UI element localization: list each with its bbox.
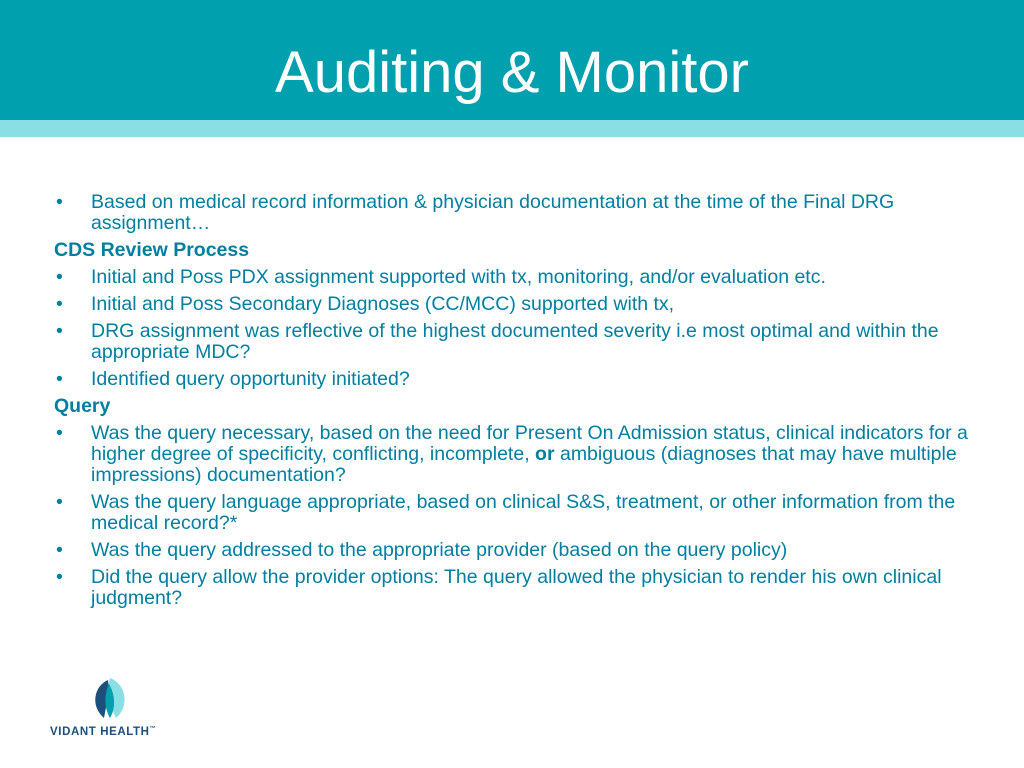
bullet: •: [56, 320, 63, 342]
list-item-text: Initial and Poss Secondary Diagnoses (CC/MCC) supported with tx,: [91, 293, 675, 315]
vidant-leaf-logo-icon: [86, 676, 134, 720]
bullet: •: [56, 191, 63, 213]
bullet: •: [56, 293, 63, 315]
list-item: [54, 423, 984, 486]
trademark-symbol: ™: [149, 726, 157, 733]
list-item: [54, 567, 984, 609]
list-item: [54, 540, 984, 561]
emphasis-or: or: [535, 443, 555, 465]
slide-body: [54, 192, 984, 615]
list-item: [54, 267, 984, 288]
section-heading-query: Query: [54, 395, 111, 417]
bullet: •: [56, 566, 63, 588]
list-item-text: Identified query opportunity initiated?: [91, 368, 410, 390]
logo-text: [50, 726, 156, 738]
list-item-text: DRG assignment was reflective of the highest documented severity i.e most optimal and within the appropriate MDC?: [91, 320, 939, 363]
list-item: [54, 294, 984, 315]
list-item-text: [91, 422, 968, 486]
bullet: •: [56, 368, 63, 390]
bullet: •: [56, 266, 63, 288]
bullet: •: [56, 422, 63, 444]
section-heading-cds-review-process: CDS Review Process: [54, 239, 250, 261]
list-item: [54, 369, 984, 390]
list-item-text: Did the query allow the provider options: The query allowed the physician to render his own clinical judgment?: [91, 566, 942, 609]
list-item-text: Was the query language appropriate, based on clinical S&S, treatment, or other information from the medical record?*: [91, 491, 956, 534]
slide-title: Auditing & Monitor: [275, 40, 749, 105]
list-item: [54, 321, 984, 363]
list-item-text: Was the query addressed to the appropriate provider (based on the query policy): [91, 539, 788, 561]
list-item-text-part: Was the query necessary, based on the need for Present On Admission status, clinical indicators for a higher degree of specificity, conflicting, incomplete,: [91, 422, 968, 465]
title-bar-accent-stripe: [0, 120, 1024, 137]
list-item-text: Based on medical record information & physician documentation at the time of the Final DRG assignment…: [91, 191, 895, 234]
logo-wordmark: VIDANT HEALTH: [50, 726, 150, 738]
bullet: •: [56, 491, 63, 513]
list-item-text: Initial and Poss PDX assignment supported with tx, monitoring, and/or evaluation etc.: [91, 266, 826, 288]
list-item-intro: [54, 192, 984, 234]
vidant-health-logo: [50, 676, 180, 746]
list-item-text-part: ambiguous (diagnoses that may have multiple impressions) documentation?: [91, 443, 957, 486]
bullet: •: [56, 539, 63, 561]
list-item: [54, 492, 984, 534]
